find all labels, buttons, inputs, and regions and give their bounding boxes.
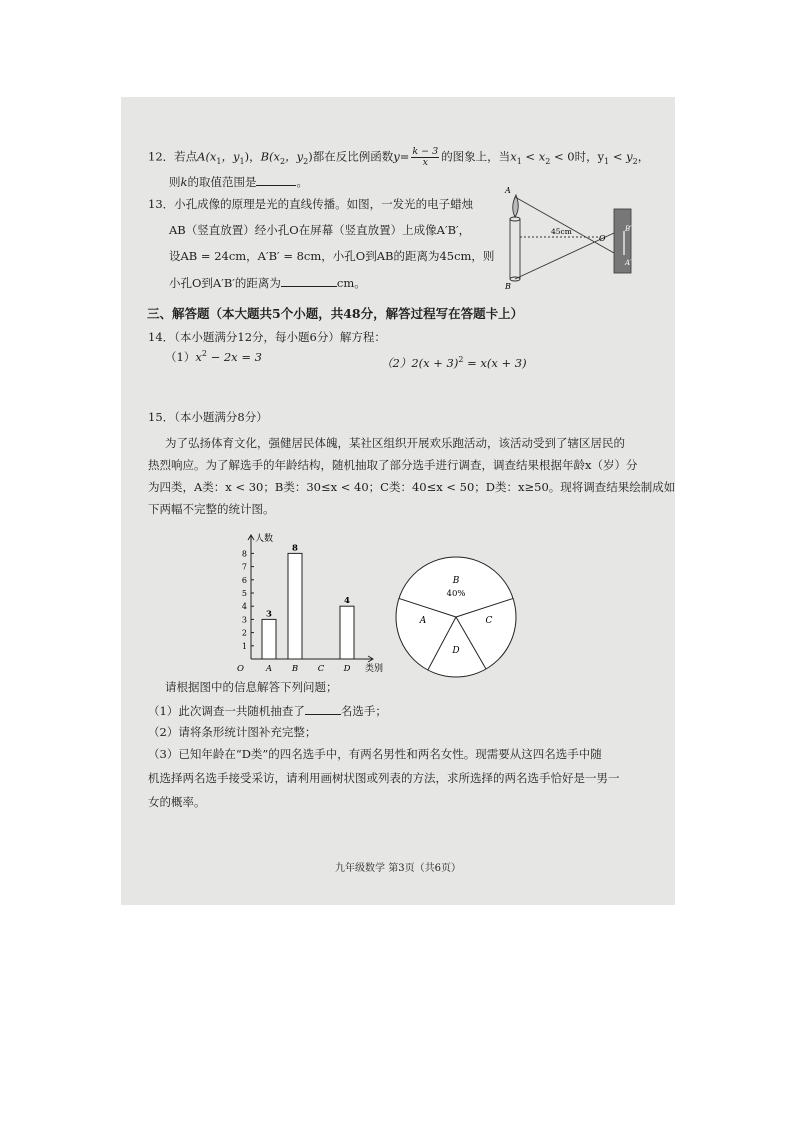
pinhole-figure [501,179,651,289]
origin-label: O [237,664,244,674]
bar-a [262,619,276,659]
q14-part2: $(2)2(x + 3)^2 = x(x + 3)$ [381,355,527,370]
pie-label-c: C [485,616,493,626]
q14-heading: 14．（本小题满分12分，每小题6分）解方程： [148,330,386,344]
q15-sub2: （2）请将条形统计图补充完整； [148,725,317,739]
label-a-prime: A′ [625,259,632,267]
q13-line4: 小孔O到A′B′的距离为 cm。 [169,276,366,290]
q13-line2: AB（竖直放置）经小孔O在屏幕（竖直放置）上成像A′B′， [169,223,471,237]
label-o: O [599,234,606,243]
x-tick-label: B [291,664,299,674]
label-b-prime: B′ [625,225,632,233]
x-tick-label: C [317,664,325,674]
pie-label-a: A [419,616,427,626]
y-tick-label: 1 [241,641,247,651]
y-tick-label: 2 [241,628,247,638]
label-b: B [505,282,511,289]
q15-sub3-line2: 机选择两名选手接受采访，请利用画树状图或列表的方法，求所选择的两名选手恰好是一男一 [148,771,620,785]
label-distance: 45cm [551,227,572,236]
pie-label-b: B [452,576,460,586]
y-tick-label: 5 [241,589,247,598]
x-axis-label: 类别 [365,664,384,674]
q13-line3: 设AB = 24cm，A′B′ = 8cm，小孔O到AB的距离为45cm，则 [169,249,495,263]
y-tick-label: 7 [241,562,247,572]
bar-value-label: 8 [292,543,298,554]
page-footer: 九年级数学 第3页（共6页） [335,863,461,874]
bar-d [340,606,354,659]
y-tick-label: 3 [241,615,247,625]
y-tick-label: 6 [241,575,247,585]
x-tick-label: D [343,664,351,674]
q15-sub1: （1）此次调查一共随机抽查了 名选手； [148,704,387,718]
q14-part1: $(1)x^2 - 2x = 3$ [165,349,262,364]
y-tick-label: 4 [241,602,247,612]
q15-answer-blank [305,703,341,715]
y-axis-label: 人数 [255,534,274,544]
q12-fraction: $\frac{k - 3}{x}$ [412,146,439,168]
bar-value-label: 3 [266,609,272,620]
bar-b [288,553,302,659]
q15-text-3: 为四类，A类：x < 30；B类：30≤x < 40；C类：40≤x < 50；D类：x≥50。现将调查结果绘制成如 [148,480,675,494]
pie-label-d: D [452,646,460,656]
q12-line2: 则k的取值范围是 。 [169,175,308,189]
q15-text-4: 下两幅不完整的统计图。 [148,502,275,516]
q13-line1: 13．小孔成像的原理是光的直线传播。如图，一发光的电子蜡烛 [148,197,474,211]
bar-chart [233,527,393,677]
exam-page [121,97,675,905]
pie-chart [391,552,521,682]
y-tick-label: 8 [241,549,247,559]
q12-line1: 12．若点$A(x_1$，$y_1$)，$B(x_2$，$y_2$)都在反比例函数y= $\frac{k - 3}{x}$ 的图象上，当$x_1 < x_2 < 0$时，$y_1 < y_2$， [148,146,650,168]
bar-value-label: 4 [344,596,350,607]
pie-percent-b: 40% [446,589,466,599]
q15-ask: 请根据图中的信息解答下列问题； [165,680,338,694]
q15-text-2: 热烈响应。为了解选手的年龄结构，随机抽取了部分选手进行调查，调查结果根据年龄x（岁）分 [148,458,638,472]
q15-heading: 15．（本小题满分8分） [148,410,268,424]
q15-sub3-line1: （3）已知年龄在“D类”的四名选手中，有两名男性和两名女性。现需要从这四名选手中随 [148,747,602,761]
label-a: A [505,186,511,195]
q12-answer-blank [256,174,296,186]
q13-answer-blank [281,275,337,287]
q15-text-1: 为了弘扬体育文化，强健居民体魄，某社区组织开展欢乐跑活动，该活动受到了辖区居民的 [165,436,625,450]
x-tick-label: A [265,664,273,674]
q15-sub3-line3: 女的概率。 [148,795,206,809]
section-3-heading: 三、解答题（本大题共5个小题，共48分，解答过程写在答题卡上） [147,306,524,321]
